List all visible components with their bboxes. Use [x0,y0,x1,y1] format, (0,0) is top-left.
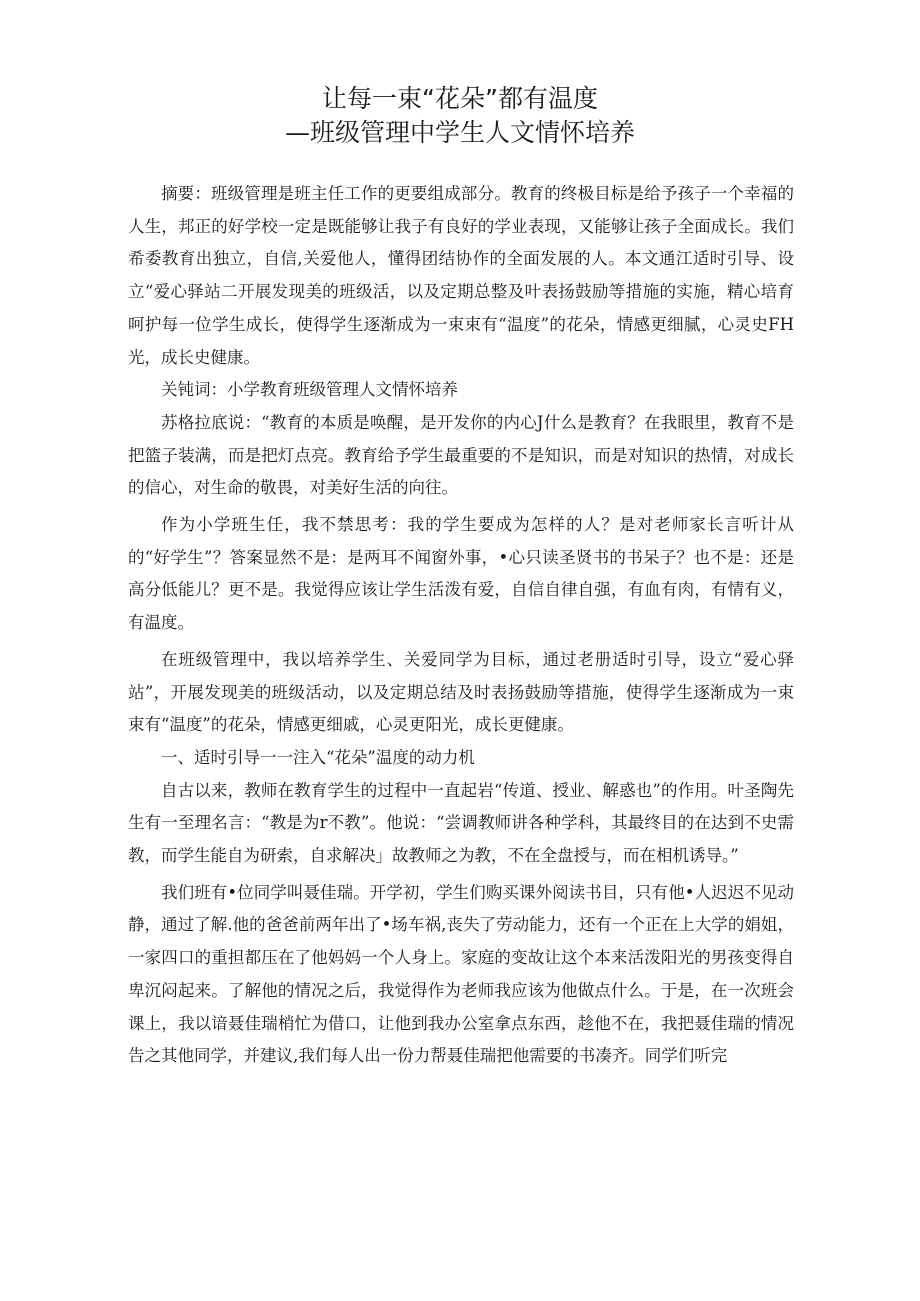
body-paragraph: 在班级管理中，我以培养学生、关爱同学为目标，通过老册适时引导，设立“爱心驿站”，开展发现美的班级活动，以及定期总结及时表扬鼓励等措施，使得学生逐渐成为一束束有“温度”的花朵，情感更细戚，心灵更阳光，成长更健康。 [128,649,794,735]
document-subtitle: —班级管理中学生人文情怀培养 [284,118,635,147]
body-paragraph: 作为小学班生任，我不禁思考：我的学生要成为怎样的人？是对老师家长言听计从的“好学生”？答案显然不是：是两耳不闻窗外事，•心只读圣贤书的书呆子？也不是：还是高分低能儿？更不是。我觉得应该让学生活泼有爱，自信自律自强，有血有肉，有情有义，有温度。 [128,515,794,633]
body-paragraph: 苏格拉底说：“教育的本质是唤醒，是开发你的内心J什么是教育？在我眼里，教育不是把篮子装满，而是把灯点亮。教育给予学生最重要的不是知识，而是对知识的热情，对成长的信心，对生命的敬畏，对美好生活的向往。 [128,412,794,498]
section-heading: 一、适时引导一一注入“花朵”温度的动力机 [161,747,475,767]
body-paragraph: 我们班有•位同学叫聂佳瑞。开学初，学生们购买课外阅读书目，只有他•人迟迟不见动静，通过了解.他的爸爸前两年出了•场车祸,丧失了劳动能力，还有一个正在上大学的娟姐，一家四口的重担都压在了他妈妈一个人身上。家庭的变故让这个本来活泼阳光的男孩变得自卑沉闷起来。了解他的情况之后，我觉得作为老师我应该为他做点什么。于是，在一次班会课上，我以谙聂佳瑞梢忙为借口，让他到我办公室拿点东西，趁他不在，我把聂佳瑞的情况告之其他同学，并建议,我们每人出一份力帮聂佳瑞把他需要的书凑齐。同学们听完 [128,882,794,1066]
abstract-paragraph: 摘要：班级管理是班主任工作的更要组成部分。教育的终极目标是给予孩子一个幸福的人生，邦正的好学校一定是既能够让我子有良好的学业表现，又能够让孩子全面成长。我们希委教育出独立，自信,关爱他人，懂得团结协作的全面发展的人。本文通江适时引导、设立“爱心驿站二开展发现美的班级活，以及定期总整及叶表扬鼓励等措施的实施，精心培育呵护每一位学生成长，使得学生逐渐成为一束束有“温度”的花朵，情感更细腻，心灵史FH光，成长史健康。 [128,184,794,367]
document-body [128,178,794,1073]
keywords-paragraph: 关钝词：小学教育班级管理人文情怀培养 [161,380,458,400]
document-title: 让每一束“花朵”都有温度 [322,84,598,113]
body-paragraph: 自古以来，教师在教育学生的过程中一直起岩“传道、授业、解惑也”的作用。叶圣陶先生有一至理名言：“教是为r不教”。他说：“尝调教师讲各种学科，其最终目的在达到不史需教，而学生能自为研索，自求解决」故教师之为教，不在全盘授与，而在相机诱导。” [128,780,794,866]
